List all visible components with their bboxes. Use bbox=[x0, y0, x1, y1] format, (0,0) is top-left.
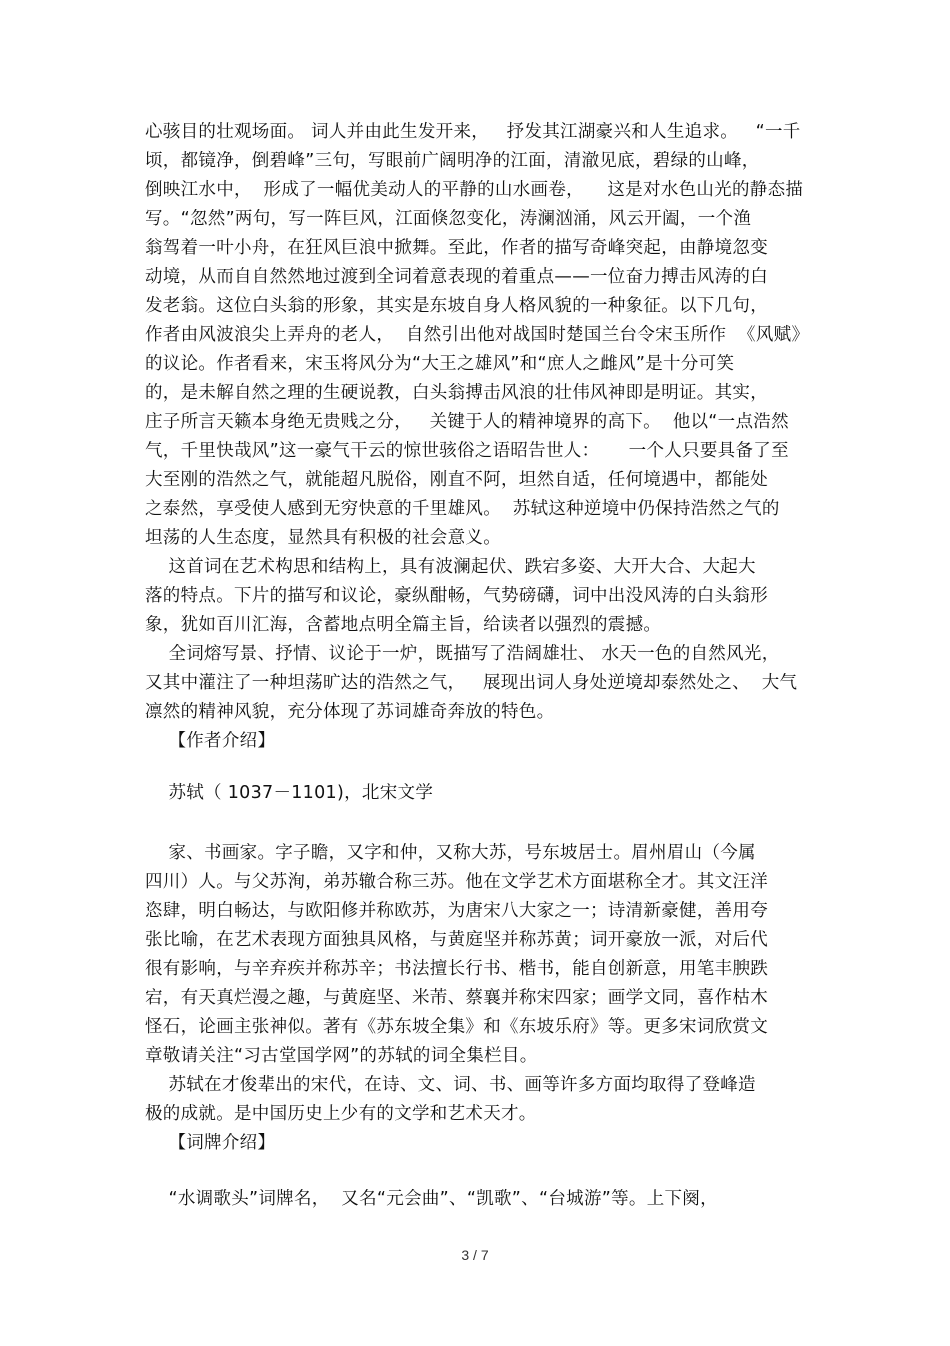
text-line: 动境，从而自自然然地过渡到全词着意表现的着重点——一位奋力搏击风涛的白 bbox=[145, 267, 768, 287]
text-line: 家、书画家。字子瞻，又字和仲，又称大苏，号东坡居士。眉州眉山（今属 bbox=[145, 843, 756, 863]
text-line: 又其中灌注了一种坦荡旷达的浩然之气， 展现出词人身处逆境却泰然处之、 大气 bbox=[145, 673, 798, 693]
text-line: 象，犹如百川汇海，含蓄地点明全篇主旨，给读者以强烈的震撼。 bbox=[145, 615, 662, 635]
text-line: 宕，有天真烂漫之趣，与黄庭坚、米芾、蔡襄并称宋四家；画学文同，喜作枯木 bbox=[145, 988, 768, 1008]
text-line: 顷，都镜净，倒碧峰”三句，写眼前广阔明净的江面，清澈见底，碧绿的山峰， bbox=[145, 151, 760, 171]
text-line: 章敬请关注“习古堂国学网”的苏轼的词全集栏目。 bbox=[145, 1046, 538, 1066]
text-line: 的议论。作者看来，宋玉将风分为“大王之雄风”和“庶人之雌风”是十分可笑 bbox=[145, 354, 735, 374]
text-line: 大至刚的浩然之气，就能超凡脱俗，刚直不阿，坦然自适，任何境遇中，都能处 bbox=[145, 470, 768, 490]
text-line: 翁驾着一叶小舟，在狂风巨浪中掀舞。至此，作者的描写奇峰突起，由静境忽变 bbox=[145, 238, 768, 258]
text-line: 四川）人。与父苏洵，弟苏辙合称三苏。他在文学艺术方面堪称全才。其文汪洋 bbox=[145, 872, 768, 892]
text-line: 苏轼（ 1037－1101)，北宋文学 bbox=[145, 783, 434, 803]
text-line: 作者由风波浪尖上弄舟的老人， 自然引出他对战国时楚国兰台令宋玉所作 《风赋》 bbox=[145, 325, 810, 345]
section-heading-cipai: 【词牌介绍】 bbox=[145, 1133, 276, 1153]
text-line: 很有影响，与辛弃疾并称苏辛；书法擅长行书、楷书，能自创新意，用笔丰腴跌 bbox=[145, 959, 768, 979]
page-number: 3 / 7 bbox=[461, 1247, 489, 1263]
text-line: 发老翁。这位白头翁的形象，其实是东坡自身人格风貌的一种象征。以下几句， bbox=[145, 296, 768, 316]
text-line: 的，是未解自然之理的生硬说教，白头翁搏击风浪的壮伟风神即是明证。其实， bbox=[145, 383, 768, 403]
text-line: 之泰然，享受使人感到无穷快意的千里雄风。 苏轼这种逆境中仍保持浩然之气的 bbox=[145, 499, 780, 519]
text-line: 怪石，论画主张神似。著有《苏东坡全集》和《东坡乐府》等。更多宋词欣赏文 bbox=[145, 1017, 768, 1037]
text-line: 全词熔写景、抒情、议论于一炉，既描写了浩阔雄壮、 水天一色的自然风光， bbox=[145, 644, 780, 664]
text-line: 恣肆，明白畅达，与欧阳修并称欧苏，为唐宋八大家之一；诗清新豪健，善用夸 bbox=[145, 901, 768, 921]
text-line: “水调歌头”词牌名， 又名“元会曲”、“凯歌”、“台城游”等。上下阕， bbox=[145, 1189, 718, 1209]
text-line: 心骇目的壮观场面。 词人并由此生发开来， 抒发其江湖豪兴和人生追求。 “一千 bbox=[145, 122, 801, 142]
section-heading-author: 【作者介绍】 bbox=[145, 731, 276, 751]
text-line: 张比喻，在艺术表现方面独具风格，与黄庭坚并称苏黄；词开豪放一派，对后代 bbox=[145, 930, 768, 950]
text-line: 这首词在艺术构思和结构上，具有波澜起伏、跌宕多姿、大开大合、大起大 bbox=[145, 557, 756, 577]
text-line: 凛然的精神风貌，充分体现了苏词雄奇奔放的特色。 bbox=[145, 702, 555, 722]
text-line: 苏轼在才俊辈出的宋代，在诗、文、词、书、画等许多方面均取得了登峰造 bbox=[145, 1075, 756, 1095]
text-line: 写。“忽然”两句，写一阵巨风，江面倏忽变化，涛澜汹涌，风云开阖，一个渔 bbox=[145, 209, 752, 229]
text-line: 坦荡的人生态度，显然具有积极的社会意义。 bbox=[145, 528, 501, 548]
text-line: 极的成就。是中国历史上少有的文学和艺术天才。 bbox=[145, 1104, 537, 1124]
text-line: 倒映江水中， 形成了一幅优美动人的平静的山水画卷， 这是对水色山光的静态描 bbox=[145, 180, 804, 200]
text-line: 落的特点。下片的描写和议论，豪纵酣畅，气势磅礴，词中出没风涛的白头翁形 bbox=[145, 586, 768, 606]
text-line: 气，千里快哉风”这一豪气干云的惊世骇俗之语昭告世人： 一个人只要具备了至 bbox=[145, 441, 789, 461]
text-line: 庄子所言天籁本身绝无贵贱之分， 关键于人的精神境界的高下。 他以“一点浩然 bbox=[145, 412, 789, 432]
